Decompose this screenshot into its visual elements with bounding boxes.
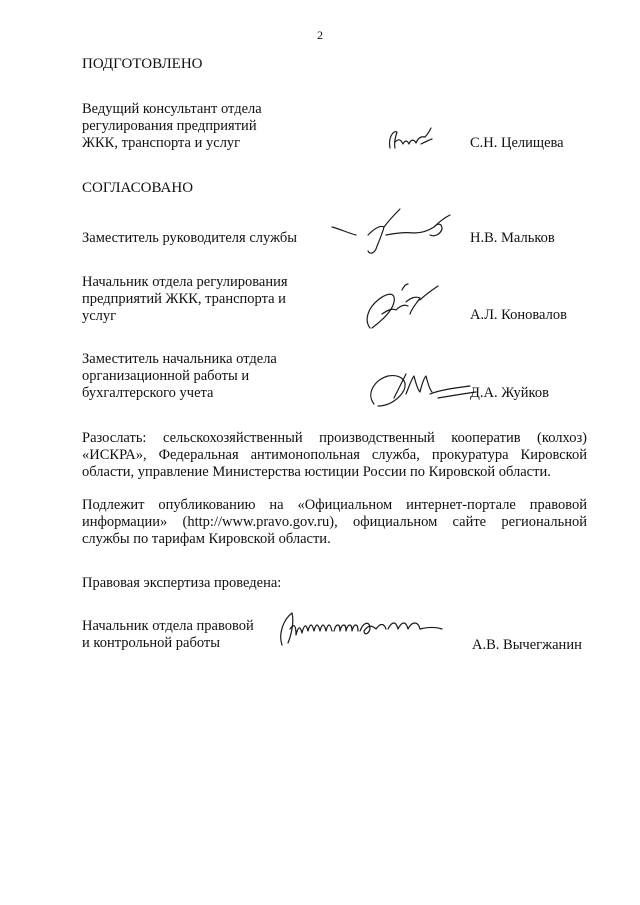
prepared-position-line: регулирования предприятий bbox=[82, 118, 257, 134]
signature-vychegzhanin bbox=[272, 605, 452, 650]
legal-review-name: А.В. Вычегжанин bbox=[472, 637, 582, 653]
agreed-name-3: Д.А. Жуйков bbox=[470, 385, 549, 401]
prepared-name: С.Н. Целищева bbox=[470, 135, 564, 151]
signature-malkov bbox=[330, 205, 455, 260]
signature-tselishcheva bbox=[385, 124, 435, 154]
agreed-name-2: А.Л. Коновалов bbox=[470, 307, 567, 323]
position-line: организационной работы и bbox=[82, 368, 250, 384]
agreed-position-1 bbox=[82, 230, 297, 247]
agreed-position-2 bbox=[82, 274, 288, 325]
legal-review-position bbox=[82, 618, 254, 652]
agreed-position-3 bbox=[82, 351, 277, 402]
page-number: 2 bbox=[317, 28, 323, 42]
position-line: Начальник отдела регулирования bbox=[82, 274, 288, 290]
publication-paragraph: Подлежит опубликованию на «Официальном интернет-портале правовой информации» (http://www.pravo.gov.ru), официальном сайте региональной службы по тарифам Кировской области. bbox=[82, 497, 587, 547]
position-line: предприятий ЖКК, транспорта и bbox=[82, 291, 286, 307]
prepared-position-line: ЖКК, транспорта и услуг bbox=[82, 135, 241, 151]
prepared-position-line: Ведущий консультант отдела bbox=[82, 101, 262, 117]
position-line: Начальник отдела правовой bbox=[82, 618, 254, 634]
position-line: Заместитель начальника отдела bbox=[82, 351, 277, 367]
agreed-heading: СОГЛАСОВАНО bbox=[82, 180, 194, 196]
position-line: и контрольной работы bbox=[82, 635, 220, 651]
signature-zhuykov bbox=[364, 364, 484, 414]
prepared-position bbox=[82, 101, 262, 152]
agreed-name-1: Н.В. Мальков bbox=[470, 230, 555, 246]
distribution-paragraph: Разослать: сельскохозяйственный производственный кооператив (колхоз) «ИСКРА», Федеральная антимонопольная служба, прокуратура Кировской области, управление Министерства юстиции России по Кировской области. bbox=[82, 430, 587, 480]
prepared-heading: ПОДГОТОВЛЕНО bbox=[82, 56, 203, 72]
position-line: услуг bbox=[82, 308, 117, 324]
position-line: бухгалтерского учета bbox=[82, 385, 214, 401]
legal-review-statement: Правовая экспертиза проведена: bbox=[82, 575, 282, 591]
signature-konovalov bbox=[362, 280, 442, 335]
position-line: Заместитель руководителя службы bbox=[82, 230, 298, 246]
